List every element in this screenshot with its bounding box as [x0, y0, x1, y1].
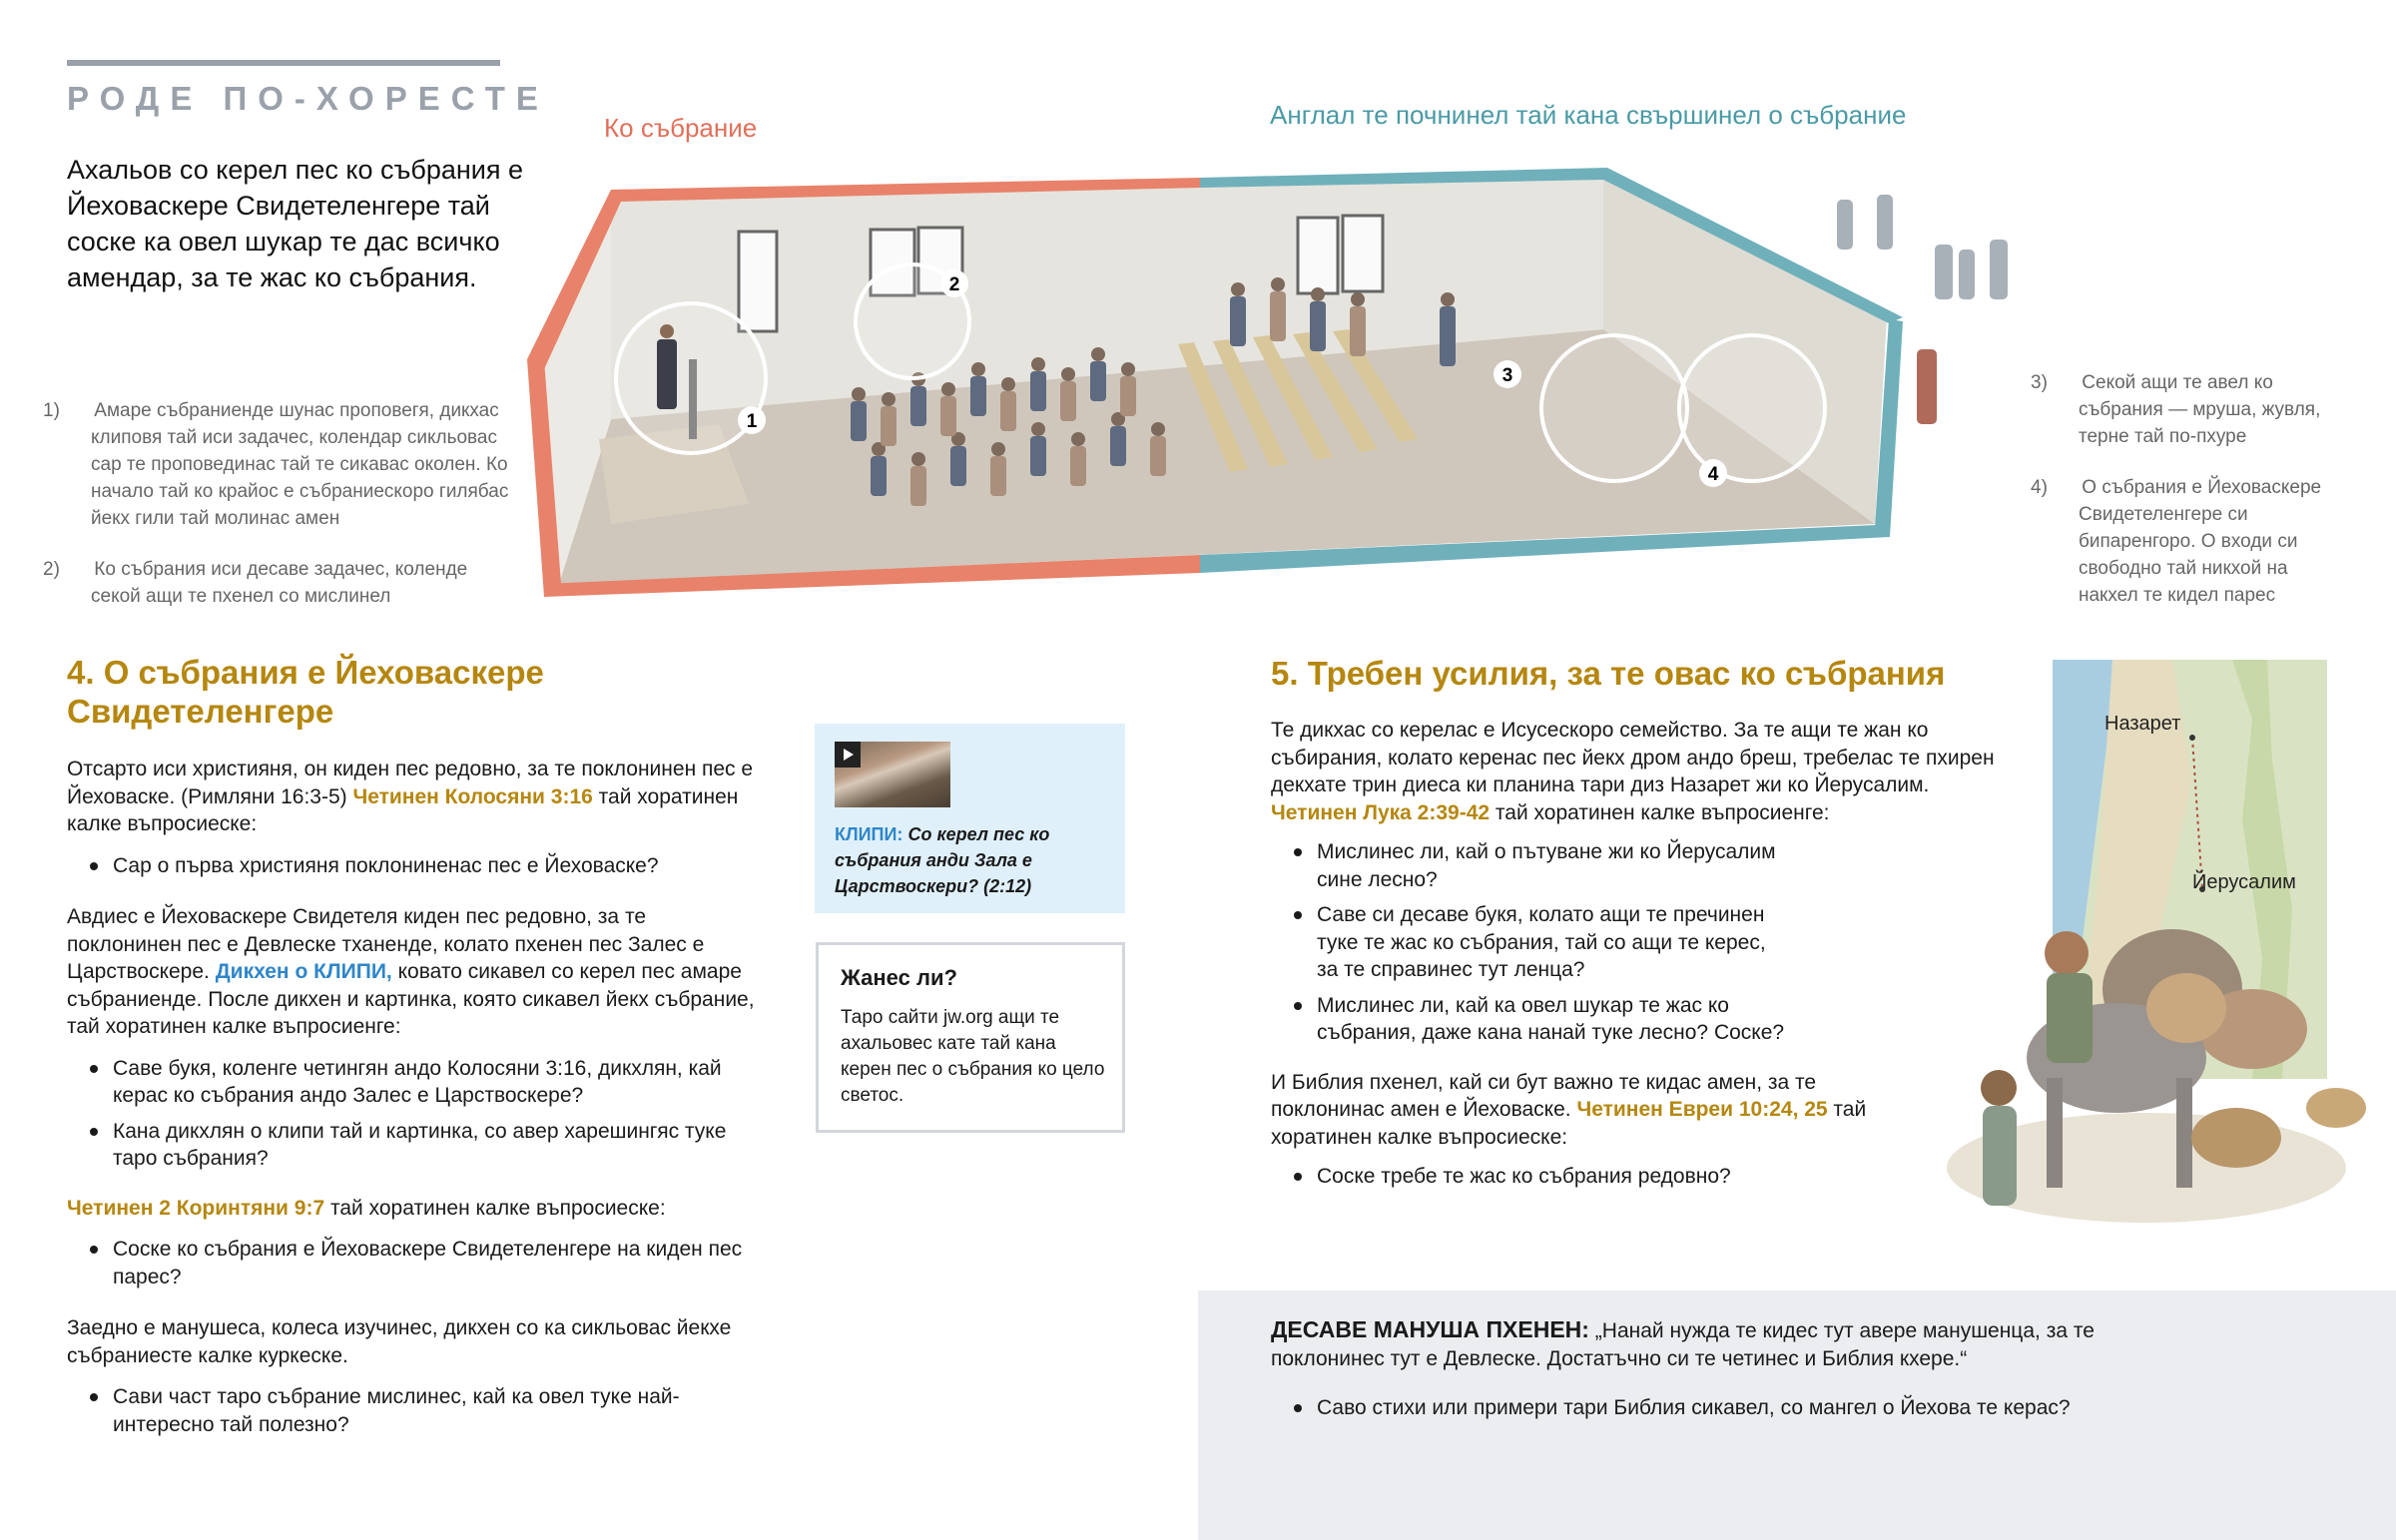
list-item: Соске требе те жас ко събрания редовно? — [1317, 1163, 2010, 1191]
note-2: 2) Ко събрания иси десаве задачес, коленде секой ащи те пхенел со мислинел — [43, 559, 468, 607]
others-say-text — [1271, 1316, 2129, 1372]
list-item: Мислинес ли, кай о пътуване жи ко Йерусалим сине лесно? — [1317, 838, 1786, 893]
others-say-label: ДЕСАВЕ МАНУША ПХЕНЕН: — [1271, 1316, 1589, 1342]
list-item: Саво стихи или примери тари Библия сикавел, со мангел о Йехова те керас? — [1317, 1394, 2071, 1422]
others-say-panel — [1198, 1290, 2396, 1540]
notes-right — [2031, 369, 2344, 633]
scripture-link-luke[interactable]: Четинен Лука 2:39-42 — [1271, 800, 1491, 824]
video-caption: КЛИПИ: Со керел пес ко събрания анди Зала е Царствоскери? (2:12) — [835, 824, 1050, 896]
scripture-link-colossians[interactable]: Четинен Колосяни 3:16 — [352, 784, 593, 808]
note-4: 4) О събрания е Йеховаскере Свидетеленгере си бипаренгоро. О входи си свободно тай никхой на накхел те кидел парес — [2031, 477, 2322, 606]
marker-4: 4 — [1707, 464, 1719, 485]
section-4-p1: Отсарто иси християня, он киден пес редовно, за те поклонинен пес е Йеховаске. (Римляни 16:3-5) Четинен Колосяни 3:16 тай хоратинен калке въпросиеске: — [67, 758, 754, 835]
section-4-p4: Заедно е манушеса, колеса изучинес, дикхен со ка сикльовас йекхе събраниесте калке куркеске. — [67, 1316, 732, 1367]
list-item: Сар о първа християня поклониненас пес е Йеховаске? — [113, 852, 766, 880]
section-5-p2: И Библия пхенел, кай си бут важно те кидас амен, за те поклонинас амен е Йеховаске. Четинен Евреи 10:24, 25 тай хоратинен калке въпросиеске: — [1271, 1070, 1867, 1149]
scripture-link-hebrews[interactable]: Четинен Евреи 10:24, 25 — [1576, 1098, 1828, 1121]
section-4-title: 4. О събрания е Йеховаскере Свидетеленгере — [67, 654, 544, 730]
section-4-bullets-4 — [67, 1383, 766, 1438]
label-around-meeting: Англал те почнинел тай кана свършинел о събрание — [1270, 100, 1907, 130]
kingdom-hall-illustration — [0, 0, 2396, 639]
others-say-quote: „Нанай нужда те кидес тут авере манушенца, за те поклонинес тут е Девлеске. Достатъчно си те четинес и Библия кхере.“ — [1271, 1319, 2095, 1370]
video-link[interactable]: Дикхен о КЛИПИ, — [215, 960, 392, 983]
section-4-p3: Четинен 2 Коринтяни 9:7 тай хоратинен калке въпросиеске: — [67, 1196, 666, 1220]
did-you-know-text: Таро сайти jw.org ащи те ахальовес кате тай кана керен пес о събрания ко цело светос. — [841, 1007, 1105, 1106]
scripture-link-corinthians[interactable]: Четинен 2 Коринтяни 9:7 — [67, 1196, 325, 1220]
note-1: 1) Амаре събраниенде шунас проповегя, дикхас клиповя тай иси задачес, колендар сикльовас сар те проповединас тай те сикавас околен. Ко начало тай ко крайос е събраниескоро гилябас йекх гили тай молинас амен — [43, 400, 509, 529]
list-item: Сави част таро събрание мислинес, кай ка овел туке най-интересно тай полезно? — [113, 1383, 766, 1438]
others-say-bullets — [1271, 1394, 2071, 1430]
list-item: Саве букя, коленге четингян андо Колосяни 3:16, дикхлян, кай керас ко събрания андо Залес е Царствоскере? — [113, 1055, 766, 1110]
section-4-bullets-2 — [67, 1055, 766, 1173]
play-icon[interactable] — [835, 742, 861, 768]
note-3: 3) Секой ащи те авел ко събрания — мруша, жувля, терне тай по-пхуре — [2031, 372, 2321, 447]
list-item: Саве си десаве букя, колато ащи те пречинен туке те жас ко събрания, тай со ащи те керес, за те справинес тут ленца? — [1317, 901, 1786, 984]
section-4-bullets-1 — [67, 852, 766, 880]
travellers-illustration — [1917, 898, 2376, 1238]
video-thumbnail[interactable] — [835, 742, 950, 807]
list-item: Соске ко събрания е Йеховаскере Свидетеленгере на киден пес парес? — [113, 1236, 766, 1290]
map-label-nazareth: Назарет — [2104, 713, 2181, 735]
marker-3: 3 — [1501, 365, 1513, 386]
section-5-body — [1271, 717, 2010, 1199]
section-5-p1: Те дикхас со керелас е Исусескоро семейство. За те ащи те жан ко събирания, колато керенас пес йекх дром андо бреш, требелас те пхирен декхате трин диеса ки планина тари диз Назарет жи ко Йерусалим. Четинен Лука 2:39-42 тай хоратинен калке въпросиенге: — [1271, 719, 1995, 824]
marker-1: 1 — [746, 411, 758, 432]
section-5-bullets-2 — [1271, 1163, 2010, 1191]
video-box[interactable] — [815, 724, 1125, 913]
section-label: РОДЕ ПО-ХОРЕСТЕ — [67, 80, 549, 117]
map-label-jerusalem: Йерусалим — [2192, 871, 2296, 893]
did-you-know-box — [816, 942, 1125, 1133]
label-before-meeting: Ко събрание — [604, 113, 758, 143]
section-5-bullets-1 — [1271, 838, 1786, 1047]
intro-text: Ахальов со керел пес ко събрания е Йеховаскере Свидетеленгере тай соске ка овел шукар те дас всичко амендар, за те жас ко събрания. — [67, 155, 524, 292]
marker-2: 2 — [948, 274, 960, 295]
list-item: Кана дикхлян о клипи тай и картинка, со авер харешингяс туке таро събрания? — [113, 1118, 766, 1173]
section-5-title: 5. Требен усилия, за те овас ко събрания — [1271, 655, 1946, 692]
section-4-p2: Авдиес е Йеховаскере Свидетеля киден пес редовно, за те поклонинен пес е Девлеске тханенде, колато пхенен пес Залес е Царствоскере. Дикхен о КЛИПИ, ковато сикавел со керел пес амаре събраниенде. После дикхен и картинка, която сикавел йекх събрание, тай хоратинен калке въпросиенге: — [67, 905, 755, 1038]
section-4-body — [67, 756, 766, 1446]
did-you-know-title: Жанес ли? — [841, 965, 957, 990]
section-4-bullets-3 — [67, 1236, 766, 1290]
list-item: Мислинес ли, кай ка овел шукар те жас ко събрания, даже кана нанай туке лесно? Соске? — [1317, 992, 1786, 1047]
